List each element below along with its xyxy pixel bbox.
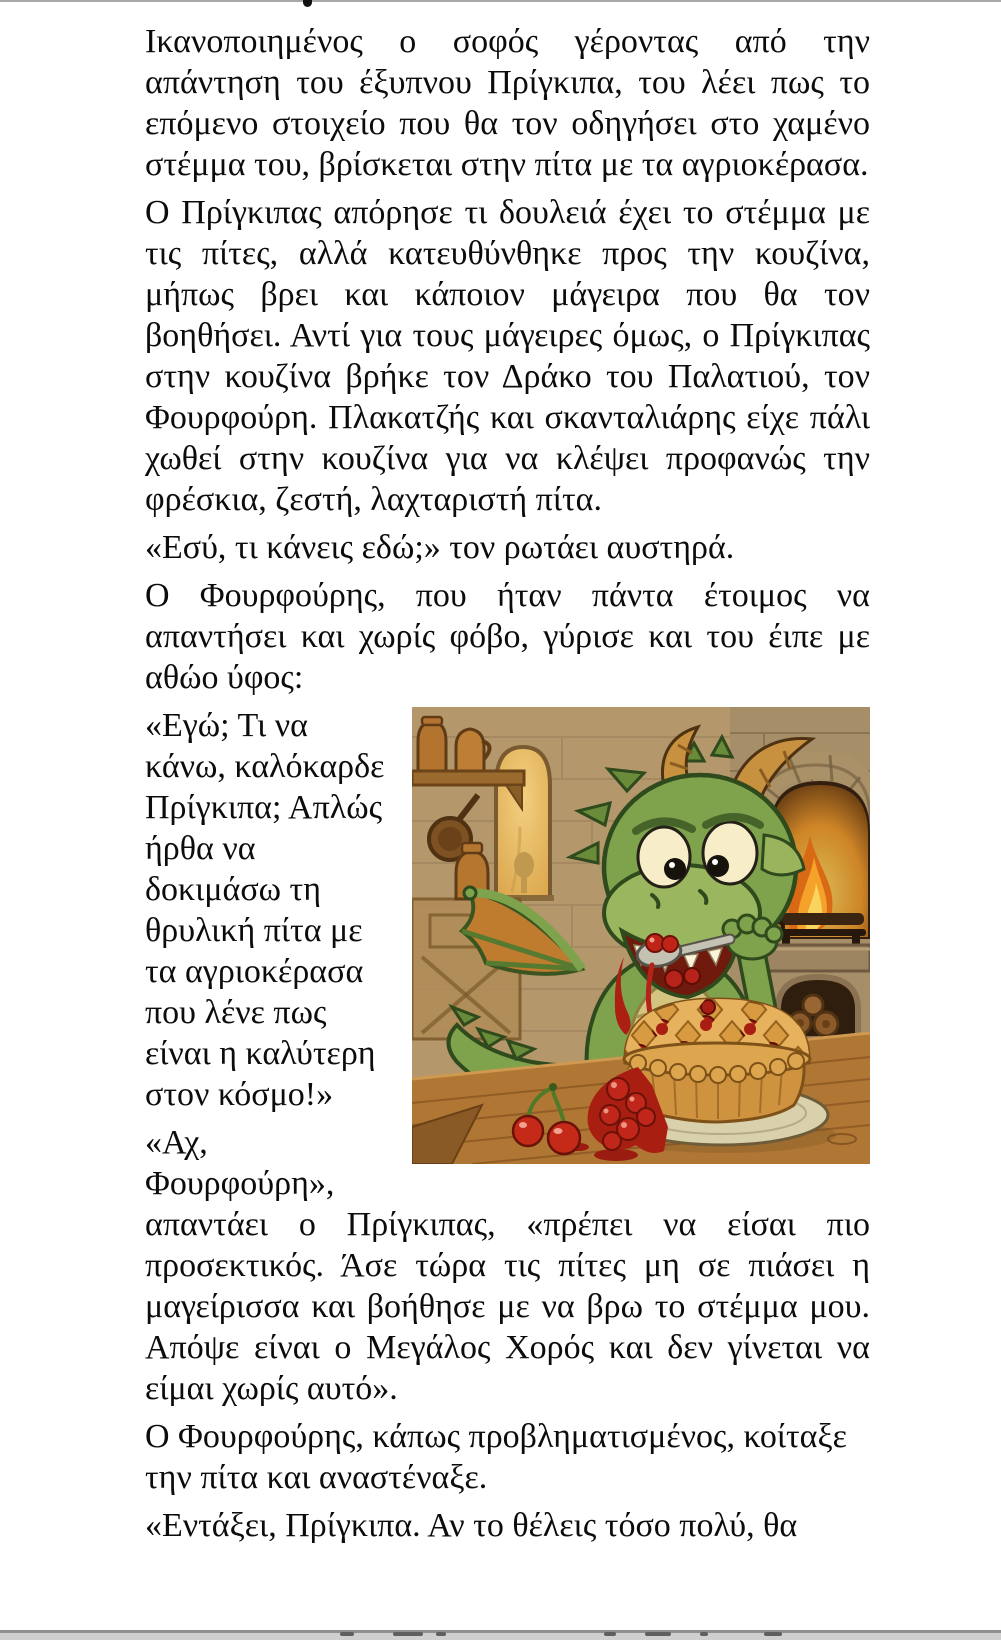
clipped-letter-top	[764, 1632, 782, 1636]
clipped-letter-top	[340, 1632, 354, 1636]
clip-edge-line	[0, 1630, 1001, 1633]
story-illustration	[412, 707, 870, 1164]
clipped-letter-top	[604, 1632, 616, 1636]
clipped-letter-top	[393, 1632, 423, 1636]
story-paragraph: Ικανοποιημένος ο σοφός γέροντας από την απάντηση του έξυπνου Πρίγκιπα, του λέει πως το επόμενο στοιχείο που θα τον οδηγήσει στο χαμένο στέμμα του, βρίσκεται στην πίτα με τα αγριοκέρασα.	[145, 23, 870, 183]
story-paragraph-with-illustration	[145, 705, 870, 1115]
story-paragraph: «Εντάξει, Πρίγκιπα. Αν το θέλεις τόσο πολύ, θα	[145, 1507, 798, 1544]
clipped-letter-top	[645, 1632, 671, 1636]
story-paragraph: Ο Πρίγκιπας απόρησε τι δουλειά έχει το στέμμα με τις πίτες, αλλά κατευθύνθηκε προς την κουζίνα, μήπως βρει και κάποιον μάγειρα που θα τον βοηθήσει. Αντί για τους μάγειρες όμως, ο Πρίγκιπας στην κουζίνα βρήκε τον Δράκο του Παλατιού, τον Φουρφούρη. Πλακατζής και σκανταλιάρης είχε πάλι χωθεί στην κουζίνα για να κλέψει προφανώς την φρέσκια, ζεστή, λαχταριστή πίτα.	[145, 194, 870, 518]
story-paragraph: Ο Φουρφούρης, που ήταν πάντα έτοιμος να απαντήσει και χωρίς φόβο, γύρισε και του έιπε με αθώο ύφος:	[145, 577, 870, 696]
clipped-next-line-artifact	[0, 1630, 1001, 1640]
story-paragraph: «Εσύ, τι κάνεις εδώ;» τον ρωτάει αυστηρά.	[145, 529, 735, 566]
clipped-letter-top	[700, 1632, 708, 1636]
story-paragraph: «Αχ, Φουρφούρη», απαντάει ο Πρίγκιπας, «πρέπει να είσαι πιο προσεκτικός. Άσε τώρα τις πίτες μη σε πιάσει η μαγείρισσα και βοήθησε με να βρω το στέμμα μου. Απόψε είναι ο Μεγάλος Χορός και δεν γίνεται να είμαι χωρίς αυτό».	[145, 1124, 870, 1407]
clipped-letter-top	[436, 1632, 446, 1636]
story-paragraph: Ο Φουρφούρης, κάπως προβληματισμένος, κοίταξε την πίτα και αναστέναξε.	[145, 1418, 847, 1496]
story-paragraph-text: «Εγώ; Τι να κάνω, καλόκαρδε Πρίγκιπα; Απλώς ήρθα να δοκιμάσω τη θρυλική πίτα με τα αγριοκέρασα που λένε πως είναι η καλύτερη στον κόσμο!»	[145, 707, 385, 1113]
